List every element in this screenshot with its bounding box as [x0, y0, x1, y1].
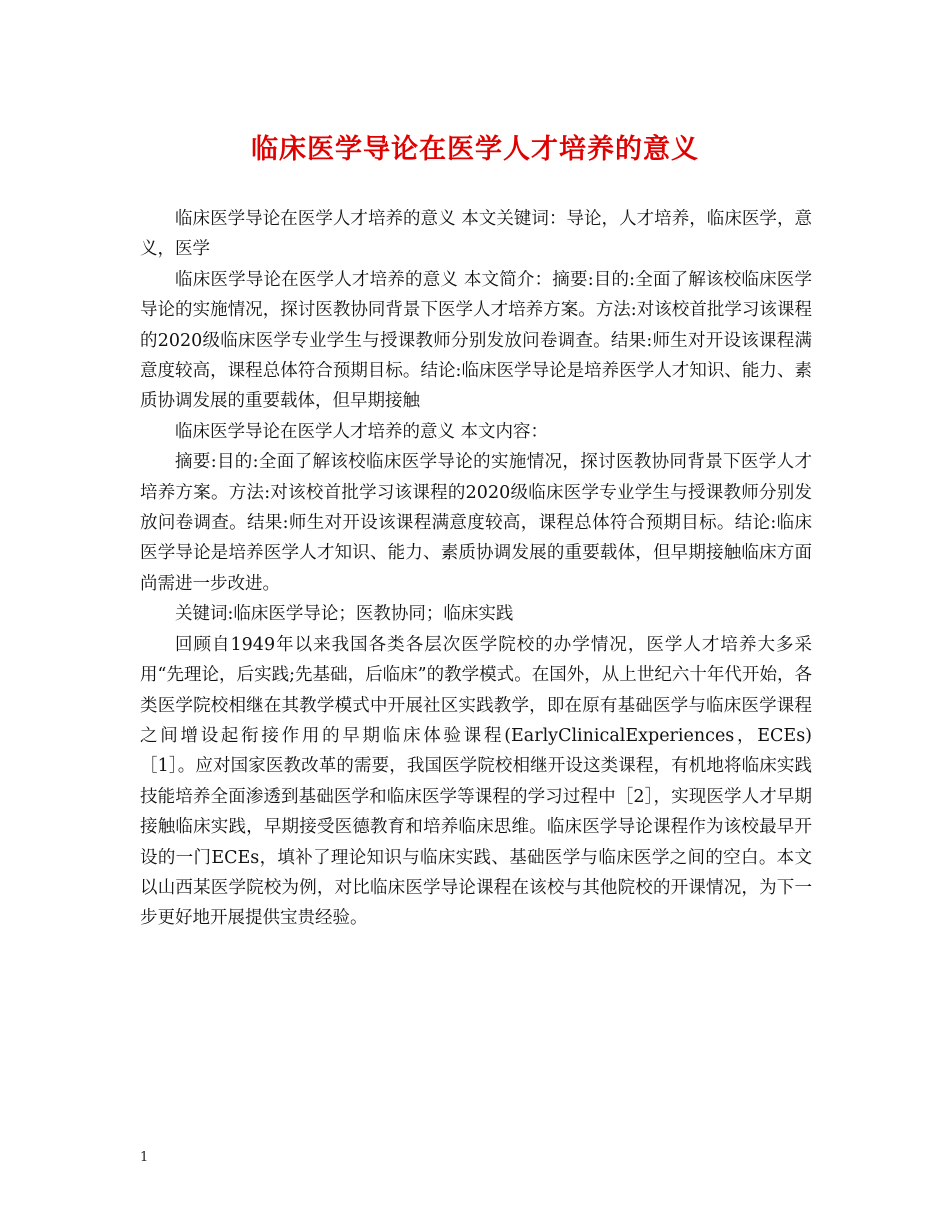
paragraph-keywords: 关键词:临床医学导论；医教协同；临床实践 — [175, 604, 514, 625]
paragraph-keywords-summary: 临床医学导论在医学人才培养的意义 本文关键词：导论，人才培养，临床医学，意义，医学 — [140, 209, 812, 260]
page-number: 1 — [140, 1150, 149, 1165]
page-title: 临床医学导论在医学人才培养的意义 — [251, 134, 699, 165]
document-body — [140, 204, 812, 934]
paragraph-content-heading: 临床医学导论在医学人才培养的意义 本文内容： — [175, 421, 549, 442]
paragraph-introduction: 回顾自1949年以来我国各类各层次医学院校的办学情况，医学人才培养大多采用“先理论，后实践;先基础，后临床”的教学模式。在国外，从上世纪六十年代开始，各类医学院校相继在其教学模式中开展社区实践教学，即在原有基础医学与临床医学课程之间增设起衔接作用的早期临床体验课程(EarlyClinicalExperiences，ECEs)［1］。应对国家医教改革的需要，我国医学院校相继开设这类课程，有机地将临床实践技能培养全面渗透到基础医学和临床医学等课程的学习过程中［2］，实现医学人才早期接触临床实践，早期接受医德教育和培养临床思维。临床医学导论课程作为该校最早开设的一门ECEs，填补了理论知识与临床实践、基础医学与临床医学之间的空白。本文以山西某医学院校为例，对比临床医学导论课程在该校与其他院校的开课情况，为下一步更好地开展提供宝贵经验。 — [140, 634, 812, 929]
paragraph-abstract-summary: 临床医学导论在医学人才培养的意义 本文简介：摘要:目的:全面了解该校临床医学导论的实施情况，探讨医教协同背景下医学人才培养方案。方法:对该校首批学习该课程的2020级临床医学专业学生与授课教师分别发放问卷调查。结果:师生对开设该课程满意度较高，课程总体符合预期目标。结论:临床医学导论是培养医学人才知识、能力、素质协调发展的重要载体，但早期接触 — [140, 269, 812, 412]
paragraph-abstract: 摘要:目的:全面了解该校临床医学导论的实施情况，探讨医教协同背景下医学人才培养方案。方法:对该校首批学习该课程的2020级临床医学专业学生与授课教师分别发放问卷调查。结果:师生对开设该课程满意度较高，课程总体符合预期目标。结论:临床医学导论是培养医学人才知识、能力、素质协调发展的重要载体，但早期接触临床方面尚需进一步改进。 — [140, 452, 812, 594]
